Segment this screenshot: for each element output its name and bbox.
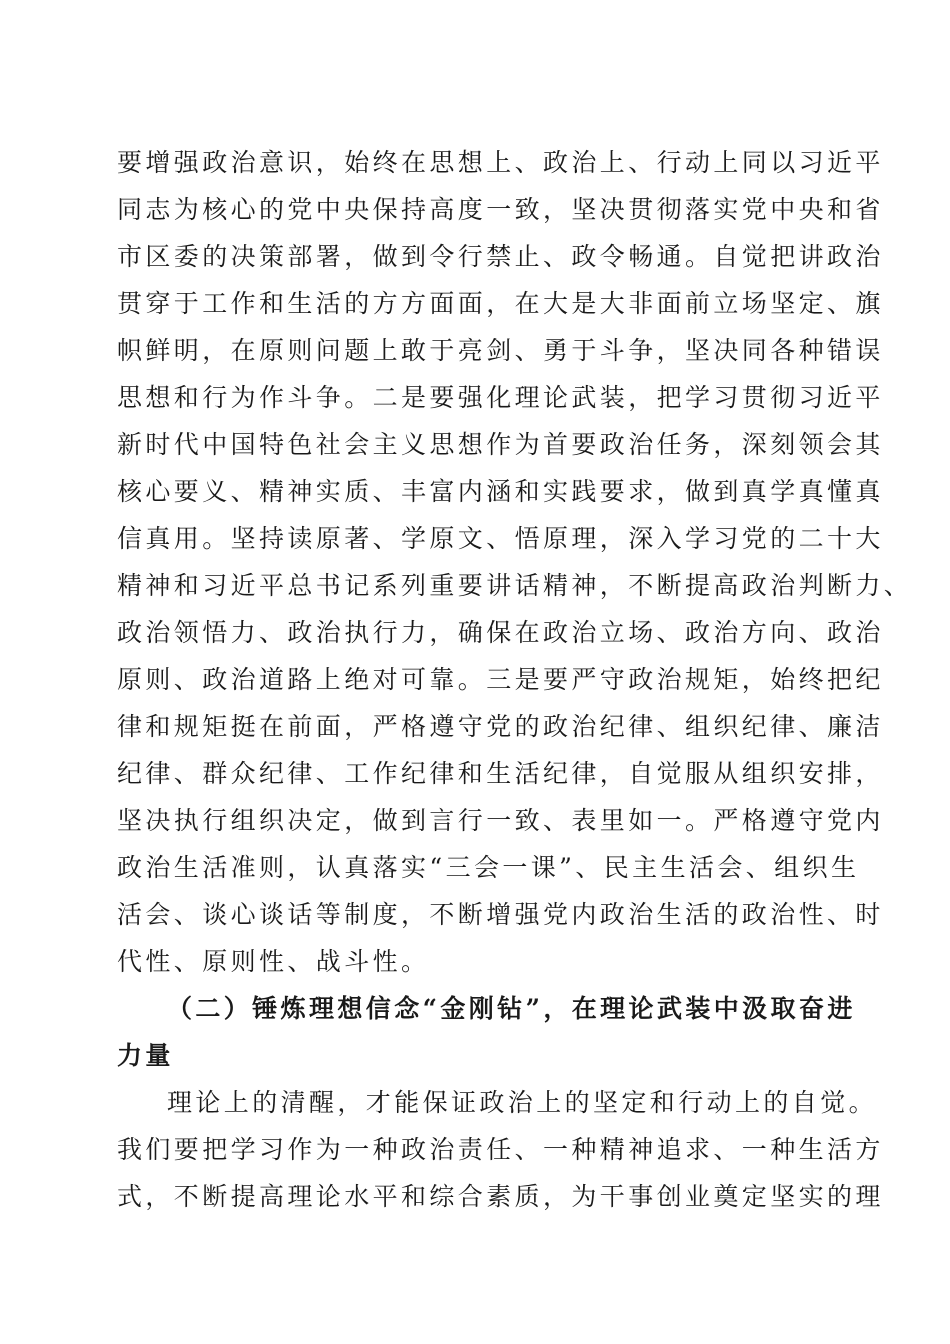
paragraph-line: 代性、原则性、战斗性。 [117, 947, 430, 976]
paragraph-line: 纪律、群众纪律、工作纪律和生活纪律，自觉服从组织安排， [117, 759, 884, 788]
paragraph-line: 政治领悟力、政治执行力，确保在政治立场、政治方向、政治 [117, 618, 884, 647]
paragraph-line: 式，不断提高理论水平和综合素质，为干事创业奠定坚实的理 [117, 1182, 884, 1211]
paragraph-line: 市区委的决策部署，做到令行禁止、政令畅通。自觉把讲政治 [117, 242, 884, 271]
paragraph-line: 帜鲜明，在原则问题上敢于亮剑、勇于斗争，坚决同各种错误 [117, 336, 884, 365]
paragraph-line: 坚决执行组织决定，做到言行一致、表里如一。严格遵守党内 [117, 806, 884, 835]
paragraph-line: 同志为核心的党中央保持高度一致，坚决贯彻落实党中央和省 [117, 195, 884, 224]
paragraph-line: 我们要把学习作为一种政治责任、一种精神追求、一种生活方 [117, 1135, 884, 1164]
paragraph-line: 政治生活准则，认真落实“三会一课”、民主生活会、组织生 [117, 853, 860, 882]
paragraph-line: 原则、政治道路上绝对可靠。三是要严守政治规矩，始终把纪 [117, 665, 884, 694]
paragraph-line: 要增强政治意识，始终在思想上、政治上、行动上同以习近平 [117, 148, 884, 177]
section-heading-line: 力量 [117, 1041, 174, 1070]
paragraph-line: 贯穿于工作和生活的方方面面，在大是大非面前立场坚定、旗 [117, 289, 884, 318]
section-heading-line: （二）锤炼理想信念“金刚钻”，在理论武装中汲取奋进 [167, 994, 856, 1023]
paragraph-line: 思想和行为作斗争。二是要强化理论武装，把学习贯彻习近平 [117, 383, 884, 412]
paragraph-line: 理论上的清醒，才能保证政治上的坚定和行动上的自觉。 [167, 1088, 878, 1117]
paragraph-line: 活会、谈心谈话等制度，不断增强党内政治生活的政治性、时 [117, 900, 884, 929]
paragraph-line: 精神和习近平总书记系列重要讲话精神，不断提高政治判断力、 [117, 571, 913, 600]
paragraph-line: 律和规矩挺在前面，严格遵守党的政治纪律、组织纪律、廉洁 [117, 712, 884, 741]
paragraph-line: 新时代中国特色社会主义思想作为首要政治任务，深刻领会其 [117, 430, 884, 459]
paragraph-line: 核心要义、精神实质、丰富内涵和实践要求，做到真学真懂真 [117, 477, 884, 506]
paragraph-line: 信真用。坚持读原著、学原文、悟原理，深入学习党的二十大 [117, 524, 884, 553]
